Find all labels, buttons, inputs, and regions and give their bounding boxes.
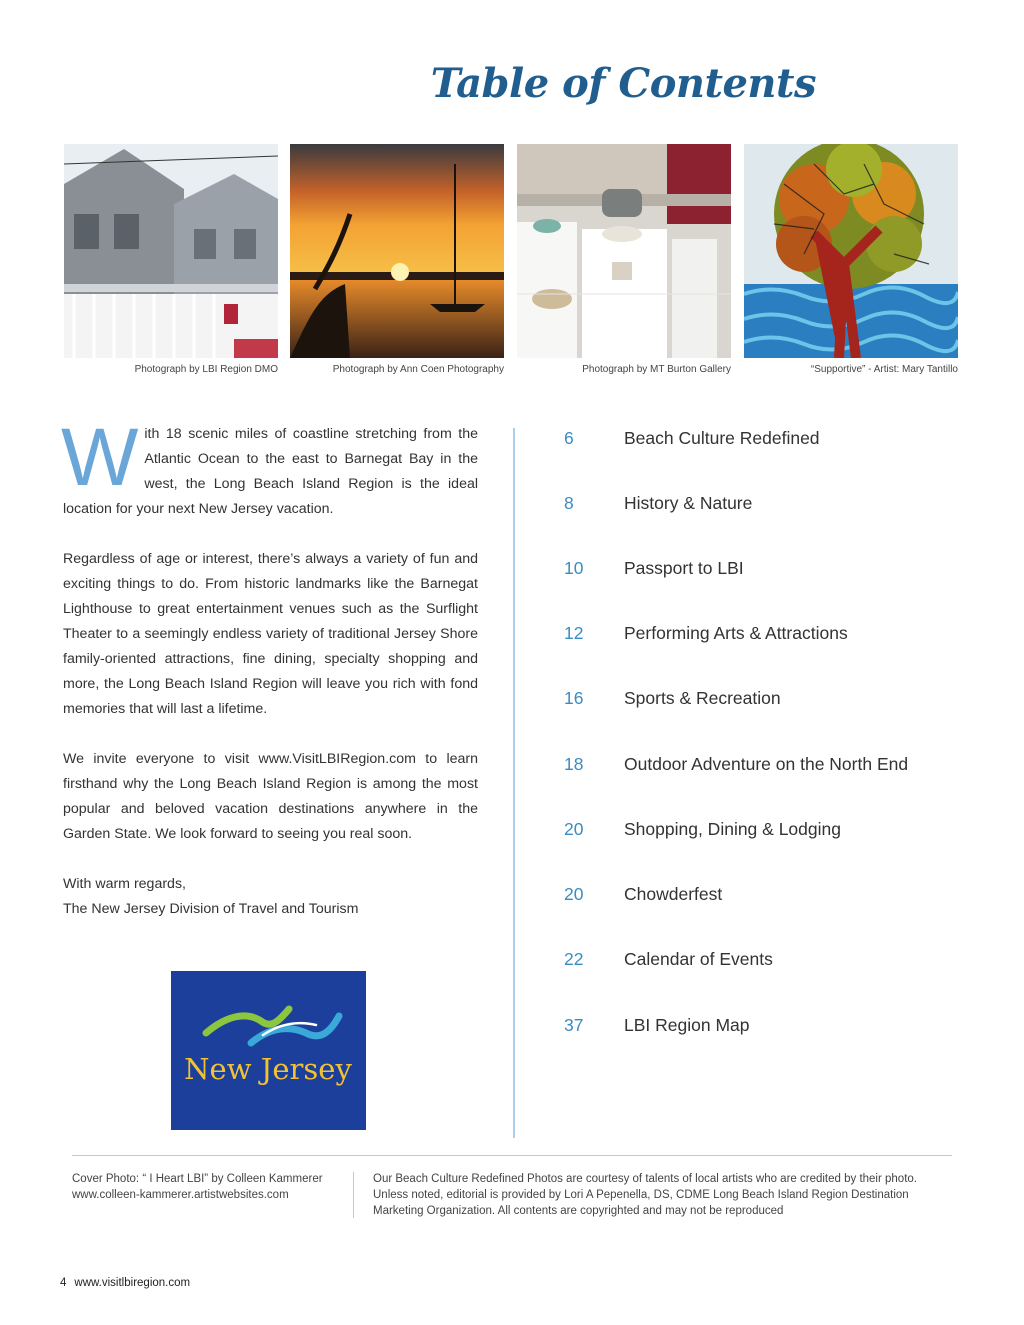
page-title: Table of Contents <box>430 60 816 107</box>
editorial-note-line: Our Beach Culture Redefined Photos are courtesy of talents of local artists who are credited by their photo. <box>373 1173 917 1185</box>
new-jersey-logo <box>171 971 366 1130</box>
intro-paragraph-3: We invite everyone to visit www.VisitLBIRegion.com to learn firsthand why the Long Beach Island Region is among the most popular and beloved vacation destinations anywhere in the Garden State. We look forward to seeing you real soon. <box>63 751 478 842</box>
toc-page-number: 6 <box>564 428 574 448</box>
closing-signature: The New Jersey Division of Travel and Tourism <box>63 901 359 917</box>
credits-divider <box>353 1172 354 1218</box>
toc-title: Passport to LBI <box>624 558 744 578</box>
toc-page-number: 20 <box>564 884 584 904</box>
photo-gallery <box>517 144 731 358</box>
toc-title: Chowderfest <box>624 884 723 904</box>
drop-cap: W <box>61 412 139 503</box>
intro-paragraph-2: Regardless of age or interest, there’s always a variety of fun and exciting things to do. From historic landmarks like the Barnegat Lighthouse to great entertainment venues such as the Surflight Theater to a seemingly endless variety of traditional Jersey Shore family-oriented attractions, fine dining, specialty shopping and more, the Long Beach Island Region will leave you rich with fond memories that will last a lifetime. <box>63 551 478 717</box>
toc-title: Beach Culture Redefined <box>624 428 820 448</box>
footer-rule <box>72 1155 952 1156</box>
toc-page-number: 12 <box>564 623 584 643</box>
cover-credit-line: Cover Photo: “ I Heart LBI” by Colleen Kammerer <box>72 1173 323 1185</box>
intro-text <box>61 412 478 922</box>
photo-stained-glass-tree <box>744 144 958 358</box>
intro-paragraph-1: ith 18 scenic miles of coastline stretching from the Atlantic Ocean to the east to Barnegat Bay in the west, the Long Beach Island Region is the ideal location for your next New Jersey vacation. <box>63 426 478 517</box>
toc-title: History & Nature <box>624 493 753 513</box>
toc-title: Shopping, Dining & Lodging <box>624 819 841 839</box>
column-divider <box>513 428 515 1138</box>
toc-title: Calendar of Events <box>624 949 773 969</box>
page-footer <box>60 1277 190 1289</box>
toc-page-number: 8 <box>564 493 574 513</box>
toc-page-number: 20 <box>564 819 584 839</box>
toc-title: Sports & Recreation <box>624 688 781 708</box>
toc-page-number: 18 <box>564 754 584 774</box>
closing-text <box>63 872 478 922</box>
editorial-note-line: Unless noted, editorial is provided by Lori A Pepenella, DS, CDME Long Beach Island Region Destination <box>373 1189 909 1201</box>
photo-caption: “Supportive” - Artist: Mary Tantillo <box>810 364 958 375</box>
page-number: 4 <box>60 1277 67 1289</box>
cover-credit-url[interactable]: www.colleen-kammerer.artistwebsites.com <box>72 1189 289 1201</box>
toc-title: Performing Arts & Attractions <box>624 623 848 643</box>
photo-caption: Photograph by Ann Coen Photography <box>332 364 504 375</box>
editorial-note-line: Marketing Organization. All contents are copyrighted and may not be reproduced <box>373 1205 784 1217</box>
toc-page-number: 16 <box>564 688 584 708</box>
logo-text: New Jersey <box>184 1052 352 1086</box>
toc-title: LBI Region Map <box>624 1015 750 1035</box>
photo-caption: Photograph by LBI Region DMO <box>134 364 278 375</box>
photo-sunset <box>290 144 504 358</box>
toc-page-number: 37 <box>564 1015 584 1035</box>
toc-page-number: 10 <box>564 558 584 578</box>
footer-url[interactable]: www.visitlbiregion.com <box>74 1277 191 1289</box>
editorial-note <box>373 1171 963 1219</box>
photo-houses <box>64 144 278 358</box>
cover-credit <box>72 1171 347 1203</box>
toc-title: Outdoor Adventure on the North End <box>624 754 909 774</box>
toc-page-number: 22 <box>564 949 584 969</box>
photo-caption: Photograph by MT Burton Gallery <box>582 364 731 375</box>
closing-salutation: With warm regards, <box>63 876 186 892</box>
